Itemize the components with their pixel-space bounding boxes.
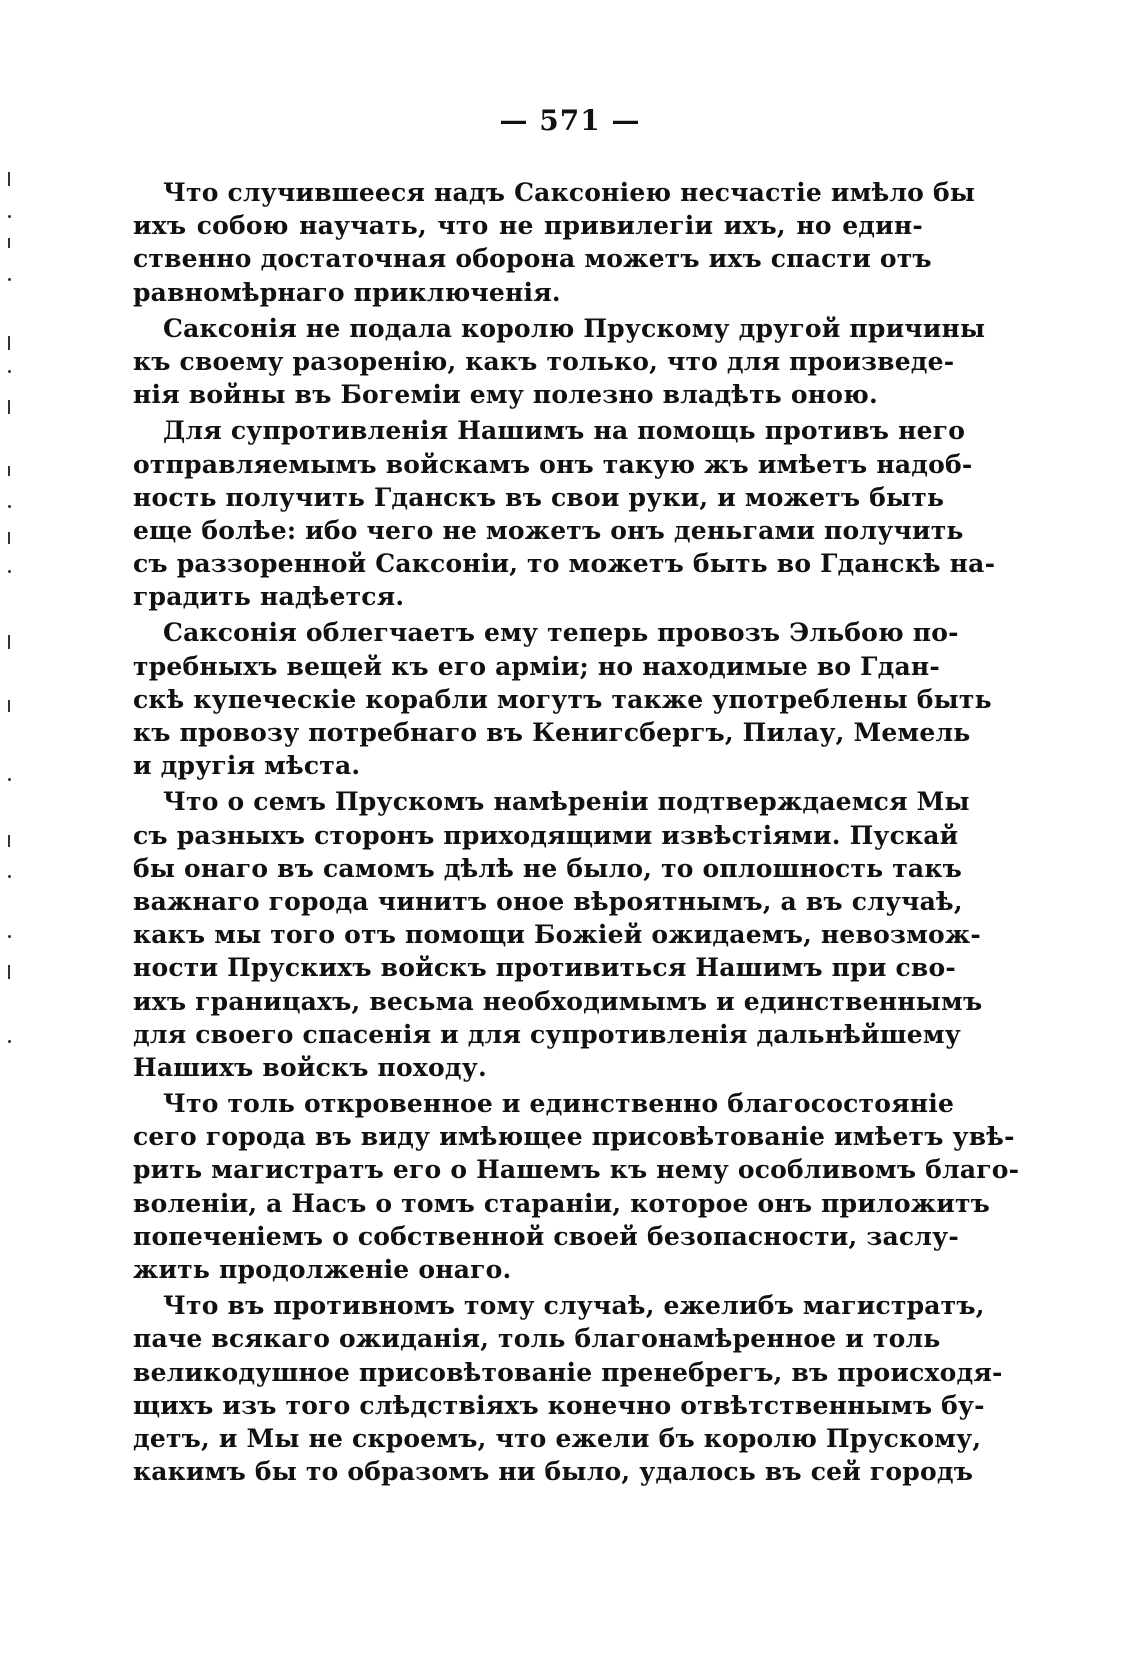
- scan-dot: [8, 278, 11, 281]
- scan-mark: [8, 835, 10, 847]
- body-text: [133, 176, 1020, 1488]
- scan-mark: [8, 172, 10, 186]
- paragraph-line: нія войны въ Богеміи ему полезно владѣть оною.: [133, 380, 878, 410]
- paragraph-first-line: Саксонія не подала королю Прускому другой причины: [163, 313, 986, 343]
- paragraph-line: жить продолженіе онаго.: [133, 1255, 512, 1284]
- paragraph-line: детъ, и Мы не скроемъ, что ежели бъ королю Прускому,: [133, 1423, 982, 1453]
- paragraph-line: требныхъ вещей къ его арміи; но находимые во Гдан-: [133, 651, 940, 681]
- paragraph-line: и другія мѣста.: [133, 751, 361, 781]
- paragraph-line: съ разныхъ сторонъ приходящими извѣстіями. Пускай: [133, 820, 959, 850]
- paragraph-line: щихъ изъ того слѣдствіяхъ конечно отвѣтственнымъ бу-: [133, 1390, 985, 1420]
- margin-scan-marks: [4, 170, 16, 1070]
- scan-mark: [8, 400, 10, 414]
- paragraph-first-line: Саксонія облегчаетъ ему теперь провозъ Эльбою по-: [163, 618, 959, 648]
- scan-dot: [8, 370, 11, 373]
- scan-mark: [8, 965, 10, 979]
- scan-mark: [8, 532, 10, 544]
- paragraph-line: равномѣрнаго приключенія.: [133, 277, 561, 307]
- paragraph-line: скѣ купеческіе корабли могутъ также употреблены быть: [133, 684, 992, 714]
- paragraph-line: къ своему разоренію, какъ только, что для произведе-: [133, 346, 955, 376]
- scan-dot: [8, 875, 11, 878]
- paragraph-line: великодушное присовѣтованіе пренебрегъ, въ происходя-: [133, 1357, 1003, 1387]
- paragraph-line: бы онаго въ самомъ дѣлѣ не было, то оплошность такъ: [133, 853, 962, 883]
- paragraph-line: для своего спасенія и для супротивленія дальнѣйшему: [133, 1019, 962, 1049]
- paragraph-line: ихъ собою научать, что не привилегіи ихъ, но един-: [133, 211, 923, 241]
- paragraph-line: паче всякаго ожиданія, толь благонамѣренное и толь: [133, 1324, 941, 1354]
- paragraph-line: какъ мы того отъ помощи Божіей ожидаемъ, невозмож-: [133, 920, 981, 950]
- paragraph-first-line: Что о семъ Прускомъ намѣреніи подтверждаемся Мы: [163, 787, 970, 817]
- paragraph-line: сего города въ виду имѣющее присовѣтованіе имѣетъ увѣ-: [133, 1122, 1015, 1152]
- paragraph-first-line: Что толь откровенное и единственно благосостояніе: [163, 1089, 955, 1119]
- paragraph-first-line: Что въ противномъ тому случаѣ, ежелибъ магистратъ,: [163, 1291, 985, 1321]
- page-number: — 571 —: [499, 104, 641, 137]
- paragraph-line: ихъ границахъ, весьма необходимымъ и единственнымъ: [133, 986, 983, 1016]
- paragraph-line: еще болѣе: ибо чего не можетъ онъ деньгами получить: [133, 515, 964, 545]
- scan-mark: [8, 466, 10, 476]
- paragraph-line: ственно достаточная оборона можетъ ихъ спасти отъ: [133, 244, 932, 274]
- scan-dot: [8, 215, 11, 218]
- scan-mark: [8, 635, 10, 649]
- scan-dot: [8, 935, 11, 938]
- paragraph-line: воленіи, а Насъ о томъ стараніи, которое онъ приложитъ: [133, 1188, 991, 1218]
- paragraph-line: Нашихъ войскъ походу.: [133, 1052, 487, 1082]
- scan-mark: [8, 336, 10, 350]
- paragraph-first-line: Что случившееся надъ Саксоніею несчастіе имѣло бы: [163, 178, 976, 207]
- scan-mark: [8, 700, 10, 712]
- scan-dot: [8, 778, 11, 781]
- paragraph-line: важнаго города чинитъ оное вѣроятнымъ, а въ случаѣ,: [133, 886, 963, 916]
- paragraph-line: рить магистратъ его о Нашемъ къ нему особливомъ благо-: [133, 1155, 1020, 1185]
- paragraph-line: къ провозу потребнаго въ Кенигсбергъ, Пилау, Мемель: [133, 718, 971, 747]
- scan-dot: [8, 1040, 11, 1043]
- paragraph-line: съ раззоренной Саксоніи, то можетъ быть во Гданскѣ на-: [133, 549, 996, 579]
- paragraph-line: ность получить Гданскъ въ свои руки, и можетъ быть: [133, 482, 945, 512]
- paragraph-line: отправляемымъ войскамъ онъ такую жъ имѣетъ надоб-: [133, 449, 973, 479]
- scan-dot: [8, 570, 11, 573]
- paragraph-first-line: Для супротивленія Нашимъ на помощь противъ него: [163, 416, 966, 446]
- paragraph-line: попеченіемъ о собственной своей безопасности, заслу-: [133, 1221, 959, 1251]
- paragraph-line: градить надѣется.: [133, 582, 405, 612]
- scan-mark: [8, 238, 10, 248]
- paragraph-line: какимъ бы то образомъ ни было, удалось въ сей городъ: [133, 1457, 974, 1487]
- paragraph-line: ности Прускихъ войскъ противиться Нашимъ при сво-: [133, 953, 956, 983]
- scan-dot: [8, 505, 11, 508]
